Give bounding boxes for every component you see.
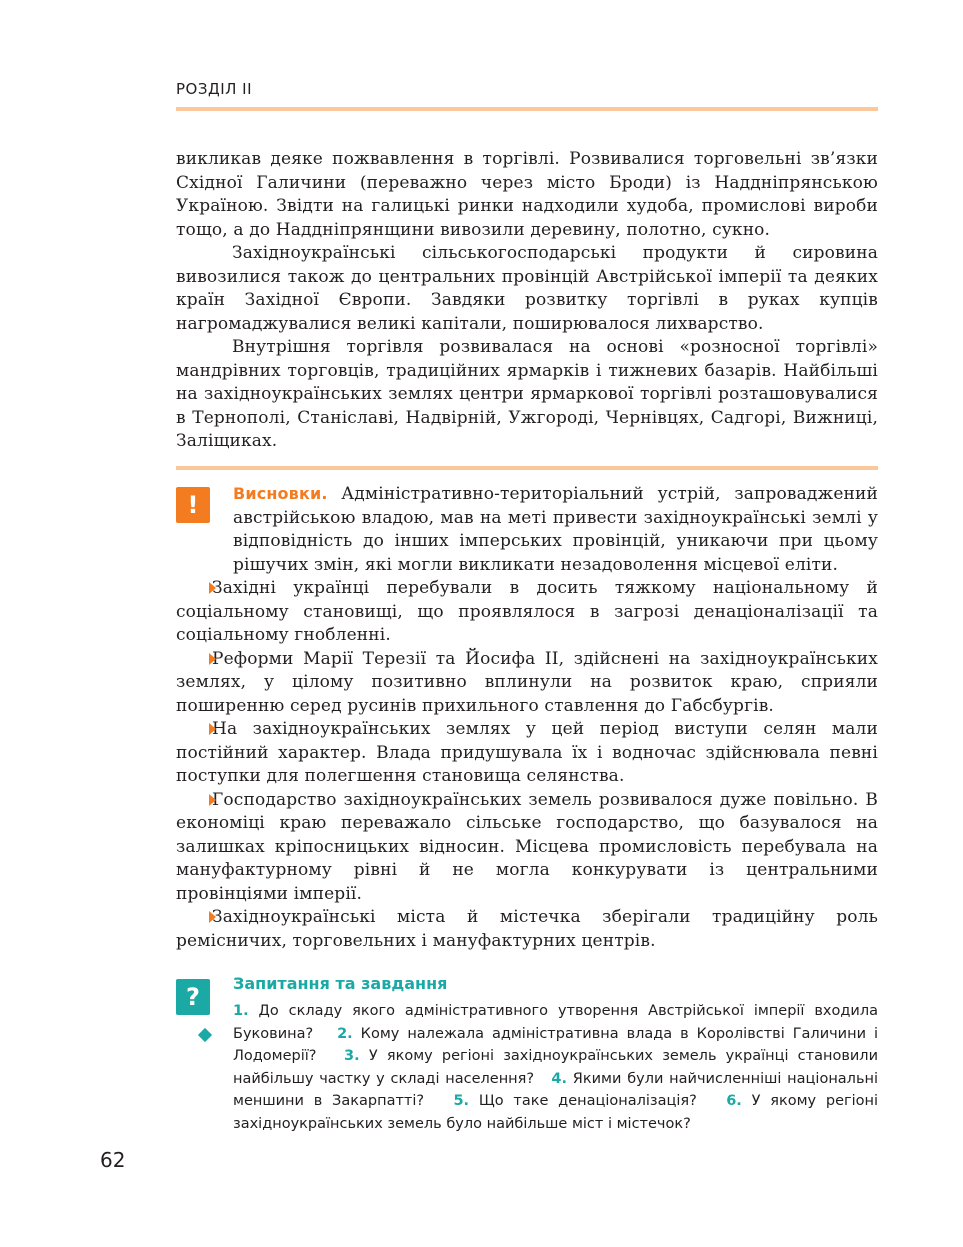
conclusion-point — [176, 648, 878, 719]
questions-list — [233, 1000, 878, 1135]
question-number: 6. — [726, 1093, 742, 1109]
question-mark-icon: ? — [176, 979, 210, 1015]
question-text: У якому регіоні західноукраїнських земель було найбільше міст і містечок? — [233, 1093, 879, 1132]
arrow-bullet-icon — [209, 653, 216, 665]
question-number: 3. — [344, 1048, 360, 1064]
conclusions-title: Висновки. — [233, 484, 328, 503]
conclusion-point — [176, 577, 878, 648]
question-text: У якому регіоні західноукраїнських земель українці становили найбільшу частку у складі населення? — [233, 1048, 879, 1087]
conclusion-point-text: На західноукраїнських землях у цей період виступи селян мали постійний характер. Влада придушувала їх і водночас здійснювала певні поступки для полегшення становища селянства. — [176, 719, 878, 786]
arrow-bullet-icon — [209, 582, 216, 594]
conclusion-point-text: Західноукраїнські міста й містечка зберігали традиційну роль ремісничих, торговельних і мануфактурних центрів. — [176, 907, 878, 951]
header-rule — [176, 107, 878, 111]
conclusions-block — [176, 482, 878, 953]
page-number: 62 — [100, 1148, 126, 1172]
conclusions-lead-text: Адміністративно-територіальний устрій, запроваджений австрійською владою, мав на меті привести західноукраїнські землі у відповідність до інших імперських провінцій, уникаючи при цьому рішучих змін, які могли викликати незадоволення місцевої еліти. — [233, 484, 878, 575]
paragraph-2: Західноукраїнські сільськогосподарські продукти й сировина вивозилися також до центральних провінцій Австрійської імперії та деяких країн Західної Європи. Завдяки розвитку торгівлі в руках купців нагромаджувалися великі капітали, поширювалося лихварство. — [176, 243, 878, 334]
conclusion-point-text: Господарство західноукраїнських земель розвивалося дуже повільно. В економіці краю переважало сільське господарство, що базувалося на залишках кріпосницьких відносин. Місцева промисловість перебувала на мануфактурному рівні й не могла конкурувати із центральними провінціями імперії. — [176, 789, 878, 904]
question-number: 1. — [233, 1003, 249, 1019]
question-text: Що таке денаціоналізація? — [478, 1093, 697, 1109]
arrow-bullet-icon — [209, 911, 216, 923]
question-number: 2. — [337, 1025, 353, 1042]
paragraph-3: Внутрішня торгівля розвивалася на основі «розносної торгівлі» мандрівних торговців, традиційних ярмарків і тижневих базарів. Найбільші на західноукраїнських землях центри ярмаркової торгівлі розташовувалися в Тернополі, Станіславі, Надвірній, Ужгороді, Чернівцях, Садгорі, Вижниці, Заліщиках. — [176, 337, 878, 451]
conclusion-point-text: Реформи Марії Терезії та Йосифа II, здійснені на західноукраїнських землях, у цілому позитивно вплинули на розвиток краю, сприяли поширенню серед русинів прихильного ставлення до Габсбургів. — [176, 648, 878, 716]
conclusion-point — [176, 906, 878, 953]
arrow-bullet-icon — [209, 723, 216, 735]
question-text: Якими були найчисленніші національні меншини в Закарпатті? — [233, 1070, 879, 1109]
conclusion-point — [176, 789, 878, 907]
question-text: Кому належала адміністративна влада в Королівстві Галичини і Лодомерії? — [233, 1025, 879, 1064]
exclamation-icon: ! — [176, 487, 210, 523]
conclusion-point — [176, 718, 878, 789]
conclusions-lead — [233, 482, 878, 577]
paragraph-1: викликав деяке пожвавлення в торгівлі. Розвивалися торговельні зв’язки Східної Галичини (переважно через місто Броди) із Наддніпрянською Україною. Звідти на галицькі ринки надходили худоба, промислові вироби тощо, а до Наддніпрянщини вивозили деревину, полотно, сукно. — [176, 149, 878, 240]
question-number: 5. — [453, 1093, 470, 1109]
section-header: РОЗДІЛ II — [176, 80, 253, 98]
question-number: 4. — [551, 1070, 568, 1087]
diamond-icon — [198, 1028, 212, 1042]
main-text — [176, 148, 878, 454]
arrow-bullet-icon — [209, 794, 216, 806]
question-text: До складу якого адміністративного утворення Австрійської імперії входила Буковина? — [233, 1003, 878, 1042]
conclusion-point-text: Західні українці перебували в досить тяжкому національному й соціальному становищі, що проявлялося в загрозі денаціоналізації та соціальному гнобленні. — [176, 578, 878, 645]
section-rule — [176, 466, 878, 470]
questions-title: Запитання та завдання — [233, 974, 448, 993]
